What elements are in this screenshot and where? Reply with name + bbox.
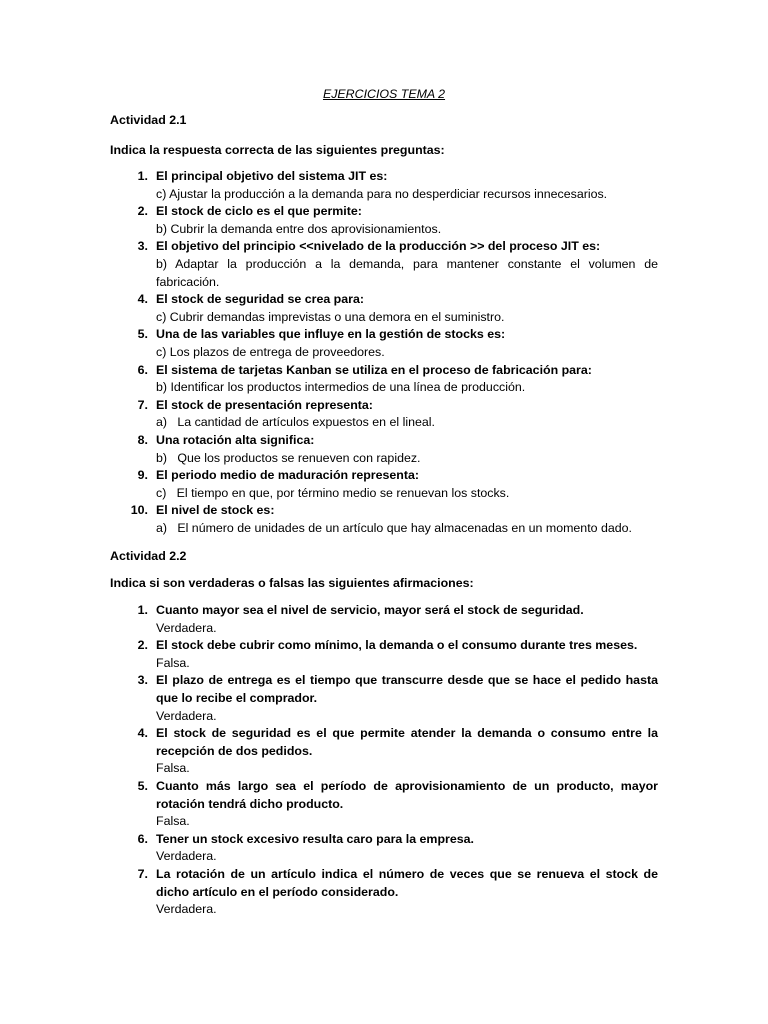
item-answer: c) Cubrir demandas imprevistas o una demora en el suministro.	[156, 309, 505, 324]
item-number: 2.	[137, 638, 148, 653]
statement-list-2-2	[110, 602, 658, 919]
list-item	[110, 637, 658, 672]
item-statement: El plazo de entrega es el tiempo que transcurre desde que se hace el pedido hasta que lo recibe el comprador.	[156, 673, 658, 705]
item-question: El periodo medio de maduración representa:	[156, 468, 420, 483]
item-number: 2.	[137, 204, 148, 219]
list-item	[110, 203, 658, 238]
item-number: 8.	[137, 432, 148, 447]
item-number: 6.	[137, 831, 148, 846]
item-statement: Tener un stock excesivo resulta caro para la empresa.	[156, 831, 474, 846]
item-statement: El stock de seguridad es el que permite atender la demanda o consumo entre la recepción de dos pedidos.	[156, 726, 658, 758]
item-answer: b) Cubrir la demanda entre dos aprovisionamientos.	[156, 221, 442, 236]
list-item	[110, 672, 658, 725]
list-item	[110, 362, 658, 397]
document-title: EJERCICIOS TEMA 2	[322, 87, 446, 101]
item-number: 7.	[137, 866, 148, 881]
list-item	[110, 778, 658, 831]
list-item	[110, 831, 658, 866]
item-question: El principal objetivo del sistema JIT es:	[156, 169, 388, 183]
item-verdict: Falsa.	[156, 814, 190, 829]
item-answer: c) Ajustar la producción a la demanda para no desperdiciar recursos innecesarios.	[156, 186, 608, 201]
list-item	[110, 238, 658, 291]
item-statement: Cuanto mayor sea el nivel de servicio, mayor será el stock de seguridad.	[156, 603, 584, 617]
item-verdict: Falsa.	[156, 761, 190, 776]
section-heading-actividad-2-1: Actividad 2.1	[110, 113, 187, 127]
item-number: 9.	[137, 468, 148, 483]
item-number: 1.	[137, 603, 148, 617]
list-item	[110, 602, 658, 637]
item-question: Una rotación alta significa:	[156, 432, 315, 447]
item-number: 5.	[137, 327, 148, 342]
item-question: El sistema de tarjetas Kanban se utiliza en el proceso de fabricación para:	[156, 362, 592, 377]
item-answer: c) Los plazos de entrega de proveedores.	[156, 344, 385, 359]
item-question: El stock de ciclo es el que permite:	[156, 204, 362, 219]
item-verdict: Verdadera.	[156, 620, 217, 635]
list-item	[110, 866, 658, 919]
item-verdict: Falsa.	[156, 655, 190, 670]
item-answer: a) El número de unidades de un artículo que hay almacenadas en un momento dado.	[156, 520, 632, 535]
item-statement: El stock debe cubrir como mínimo, la demanda o el consumo durante tres meses.	[156, 638, 638, 653]
item-verdict: Verdadera.	[156, 902, 217, 917]
item-statement: Cuanto más largo sea el período de aprovisionamiento de un producto, mayor rotación tendrá dicho producto.	[156, 778, 658, 811]
item-verdict: Verdadera.	[156, 849, 217, 864]
section-instruction-2-1: Indica la respuesta correcta de las siguientes preguntas:	[110, 143, 445, 157]
list-item	[110, 432, 658, 467]
question-list-2-1	[110, 168, 658, 537]
item-number: 1.	[137, 169, 148, 183]
item-answer: b) Que los productos se renueven con rapidez.	[156, 450, 421, 465]
item-number: 4.	[137, 292, 148, 307]
item-question: Una de las variables que influye en la gestión de stocks es:	[156, 327, 506, 342]
item-question: El objetivo del principio <<nivelado de la producción >> del proceso JIT es:	[156, 239, 601, 254]
item-number: 5.	[137, 778, 148, 793]
item-number: 7.	[137, 397, 148, 412]
item-number: 6.	[137, 362, 148, 377]
item-answer: c) El tiempo en que, por término medio se renuevan los stocks.	[156, 485, 510, 500]
item-answer: b) Adaptar la producción a la demanda, para mantener constante el volumen de fabricación.	[156, 256, 658, 289]
item-answer: a) La cantidad de artículos expuestos en el lineal.	[156, 415, 435, 430]
item-number: 10.	[130, 503, 148, 518]
item-statement: La rotación de un artículo indica el número de veces que se renueva el stock de dicho artículo en el período considerado.	[156, 866, 658, 899]
list-item	[110, 168, 658, 203]
item-number: 3.	[137, 239, 148, 254]
list-item	[110, 502, 658, 537]
item-question: El nivel de stock es:	[156, 503, 275, 518]
list-item	[110, 326, 658, 361]
list-item	[110, 725, 658, 778]
list-item	[110, 397, 658, 432]
section-instruction-2-2: Indica si son verdaderas o falsas las siguientes afirmaciones:	[110, 576, 474, 590]
section-heading-actividad-2-2: Actividad 2.2	[110, 549, 187, 563]
list-item	[110, 291, 658, 326]
item-question: El stock de presentación representa:	[156, 397, 373, 412]
item-number: 3.	[137, 673, 148, 688]
list-item	[110, 467, 658, 502]
item-number: 4.	[137, 726, 148, 741]
item-answer: b) Identificar los productos intermedios de una línea de producción.	[156, 380, 526, 395]
item-verdict: Verdadera.	[156, 708, 217, 723]
item-question: El stock de seguridad se crea para:	[156, 292, 364, 307]
